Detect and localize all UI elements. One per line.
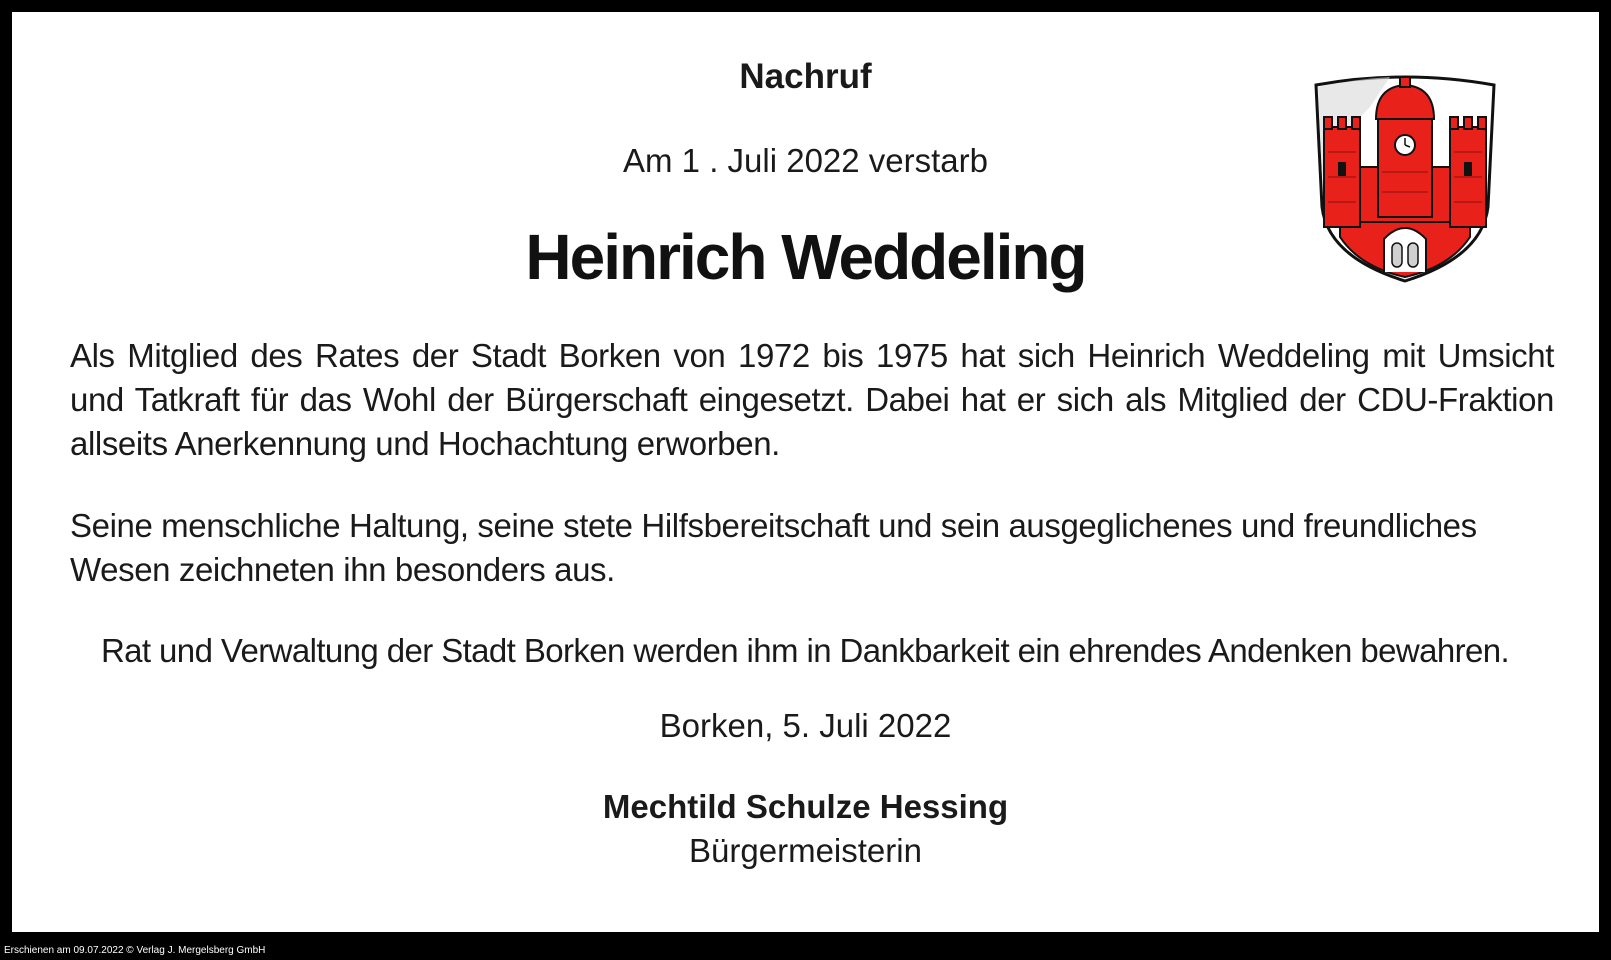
deceased-name: Heinrich Weddeling: [525, 221, 1086, 293]
paragraph-service: Als Mitglied des Rates der Stadt Borken von 1972 bis 1975 hat sich Heinrich Weddeling mit Umsicht und Tatkraft für das Wohl der Bürgerschaft eingesetzt. Dabei hat er sich als Mitglied der CDU-Fraktion allseits Anerkennung und Hochachtung erworben.: [70, 337, 1554, 462]
city-coat-of-arms-icon: [1310, 67, 1500, 287]
signer-title: Bürgermeisterin: [689, 832, 922, 869]
publication-footer: Erschienen am 09.07.2022 © Verlag J. Mergelsberg GmbH: [4, 945, 266, 956]
place-date: Borken, 5. Juli 2022: [659, 707, 952, 744]
notice-intro: Am 1 . Juli 2022 verstarb: [623, 142, 988, 179]
paragraph-remembrance: Rat und Verwaltung der Stadt Borken werden ihm in Dankbarkeit ein ehrendes Andenken bewahren.: [100, 632, 1510, 669]
signer-name: Mechtild Schulze Hessing: [602, 788, 1009, 825]
paragraph-character: Seine menschliche Haltung, seine stete Hilfsbereitschaft und sein ausgeglichenes und freundliches Wesen zeichneten ihn besonders aus.: [70, 507, 1477, 588]
notice-heading: Nachruf: [739, 57, 872, 96]
obituary-notice: [12, 12, 1599, 932]
